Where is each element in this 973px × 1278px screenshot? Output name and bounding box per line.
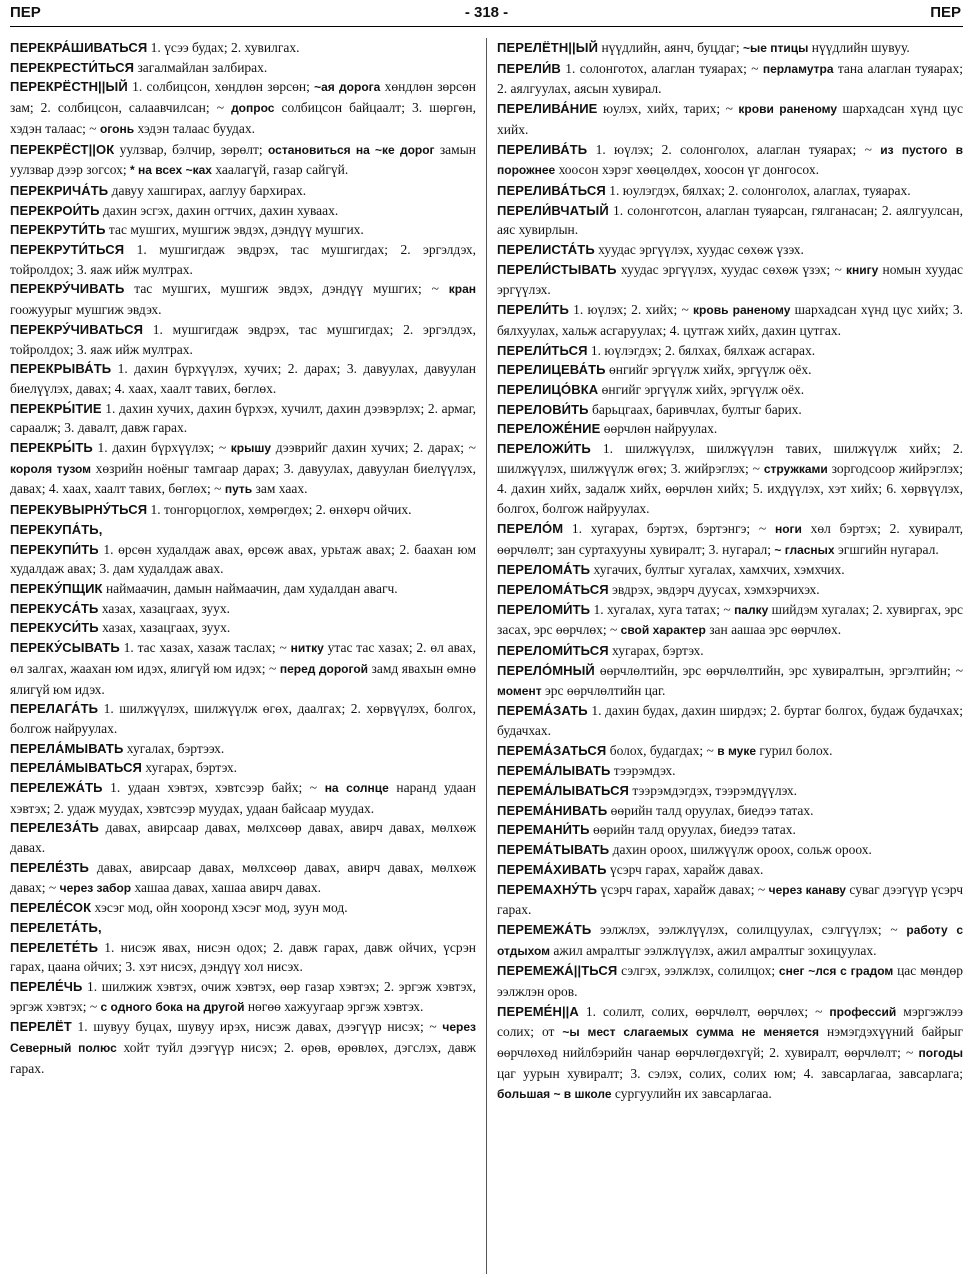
- translation-text: хоосон хэрэг хөөцөлдөх, хоосон үг донгосох.: [555, 162, 819, 178]
- dictionary-entry: [497, 781, 963, 801]
- example-phrase: крови раненому: [738, 102, 838, 117]
- dictionary-entry: [10, 699, 476, 738]
- translation-text: эгшгийн нугарал.: [834, 541, 939, 557]
- translation-text: хөзрийн ноёныг тамгаар дарах; 3. давуулах, давуулан биелүүлэх, давах; 4. хаах, хаалт тавих, бөглөх; ~: [10, 460, 476, 497]
- headword: ПЕРЕКУВЫРНУ́ТЬСЯ: [10, 502, 148, 518]
- headword: ПЕРЕМА́ЗАТЬСЯ: [497, 742, 607, 758]
- translation-text: 1. мушгигдаж эвдрэх, тас мушгигдах; 2. эргэлдэх, тойролдох; 3. яаж ийж мултрах.: [10, 242, 476, 277]
- dictionary-entry: [10, 438, 476, 500]
- translation-text: хазах, хазацгаах, зуух.: [98, 620, 231, 636]
- headword: ПЕРЕЛО́МНЫЙ: [497, 662, 595, 678]
- headword: ПЕРЕЛИЦО́ВКА: [497, 381, 599, 397]
- translation-text: тээрэмдэгдэх, тээрэмдүүлэх.: [629, 783, 797, 799]
- translation-text: мэргэжлээ солих; от: [497, 1003, 963, 1040]
- headword: ПЕРЕЛИ́ТЬ: [497, 302, 569, 318]
- headword: ПЕРЕМА́НИВАТЬ: [497, 802, 608, 818]
- headword: ПЕРЕЛОВИ́ТЬ: [497, 401, 589, 417]
- headword: ПЕРЕКУ́ПЩИК: [10, 580, 103, 596]
- dictionary-entry: [497, 961, 963, 1001]
- dictionary-entry: [10, 977, 476, 1017]
- headword: ПЕРЕЛЕЗА́ТЬ: [10, 820, 99, 836]
- translation-text: хөл бэртэх; 2. хувиралт, өөрчлөлт; зан суртахууны хувиралт; 3. нугарал;: [497, 520, 963, 557]
- dictionary-columns: [10, 38, 963, 1274]
- translation-text: өөрчлөлтийн, эрс өөрчлөлтийн, эрс хувиралтын, эргэлтийн; ~: [594, 662, 963, 678]
- example-phrase: допрос: [231, 101, 275, 116]
- dictionary-entry: [497, 840, 963, 860]
- headword: ПЕРЕКРИЧА́ТЬ: [10, 182, 109, 198]
- headword: ПЕРЕЛЁТН||ЫЙ: [497, 40, 599, 55]
- headword: ПЕРЕКРЁСТ||ОК: [10, 141, 115, 157]
- headword: ПЕРЕЛИСТА́ТЬ: [497, 242, 595, 258]
- example-phrase: стружками: [763, 461, 828, 476]
- headword: ПЕРЕЛАГА́ТЬ: [10, 701, 99, 717]
- dictionary-entry: [497, 519, 963, 560]
- example-phrase: перламутра: [762, 61, 834, 76]
- dictionary-entry: [10, 359, 476, 398]
- translation-text: шийдэм хугалах; 2. хувиргах, эрс засах, эрс өөрчлөх; ~: [497, 601, 963, 638]
- example-phrase: работу с отдыхом: [497, 922, 963, 958]
- translation-text: нүүдлийн шувуу.: [808, 40, 910, 55]
- headword: ПЕРЕКРЫ́ТЬ: [10, 440, 93, 456]
- headword: ПЕРЕКРЁСТН||ЫЙ: [10, 79, 128, 95]
- headword: ПЕРЕМАХНУ́ТЬ: [497, 881, 598, 897]
- example-phrase: кран: [448, 282, 476, 297]
- dictionary-entry: [497, 419, 963, 439]
- example-phrase: путь: [224, 482, 253, 497]
- headword: ПЕРЕЛИ́ТЬСЯ: [497, 342, 588, 358]
- headword: ПЕРЕЛОЖИ́ТЬ: [497, 441, 591, 457]
- translation-text: хаалагүй, газар сайгүй.: [211, 162, 349, 178]
- translation-text: зан аашаа эрс өөрчлөх.: [705, 622, 842, 638]
- translation-text: өөрчлөн найруулах.: [600, 421, 718, 437]
- translation-text: 1. дахин бүрхүүлэх; ~: [92, 440, 231, 456]
- example-phrase: короля тузом: [10, 461, 92, 476]
- dictionary-entry: [497, 181, 963, 201]
- dictionary-entry: [497, 741, 963, 762]
- headword: ПЕРЕЛОМА́ТЬСЯ: [497, 581, 609, 597]
- example-phrase: из пустого в порожнее: [497, 142, 963, 178]
- translation-text: тээрэмдэх.: [610, 763, 676, 779]
- dictionary-entry: [497, 1002, 963, 1105]
- example-phrase: ноги: [774, 521, 802, 536]
- example-phrase: кровь раненому: [693, 303, 791, 318]
- headword: ПЕРЕЛИ́В: [497, 60, 561, 76]
- dictionary-entry: [10, 898, 476, 918]
- translation-text: эрс өөрчлөлтийн цаг.: [541, 682, 666, 698]
- translation-text: болох, будагдах; ~: [606, 742, 718, 758]
- headword: ПЕРЕЛА́МЫВАТЬ: [10, 740, 124, 756]
- headword: ПЕРЕКУПА́ТЬ,: [10, 521, 103, 537]
- translation-text: хойт туйл дээгүүр нисэх; 2. өрөв, өрөвлөх, дэгслэх, давж гарах.: [10, 1040, 476, 1076]
- example-phrase: перед дорогой: [279, 661, 369, 676]
- headword: ПЕРЕМА́ЛЫВАТЬ: [497, 763, 611, 779]
- translation-text: тас мушгих, мушгиж эвдэх, дэндүү мушгих; ~: [124, 281, 449, 297]
- dictionary-entry: [497, 201, 963, 240]
- translation-text: 1. мушгигдаж эвдрэх, тас мушгигдах; 2. эргэлдэх, тойролдох; 3. яаж ийж мултрах.: [10, 321, 476, 357]
- translation-text: шархадсан хүнд цус хийх.: [497, 101, 963, 137]
- translation-text: 1. солбицсон, хөндлөн зөрсөн;: [127, 79, 315, 95]
- dictionary-entry: [10, 520, 476, 540]
- headword: ПЕРЕМА́ЗАТЬ: [497, 703, 588, 719]
- headword: ПЕРЕЛИВА́ТЬ: [497, 141, 588, 157]
- headword: ПЕРЕКУСА́ТЬ: [10, 600, 99, 616]
- headword: ПЕРЕКРУ́ЧИВАТЬ: [10, 281, 125, 297]
- dictionary-entry: [497, 240, 963, 260]
- example-phrase: через забор: [59, 880, 132, 895]
- translation-text: давах, авирсаар давах, мөлхсөөр давах, авирч давах, мөлхөж давах.: [10, 820, 476, 856]
- headword: ПЕРЕКРА́ШИВАТЬСЯ: [10, 40, 148, 55]
- translation-text: хугарах, бэртэх.: [142, 760, 237, 776]
- translation-text: 1. шилжүүлэх, шилжүүлж өгөх, даалгах; 2. хөрвүүлэх, болгох, болгож найруулах.: [10, 701, 476, 736]
- dictionary-entry: [10, 279, 476, 319]
- translation-text: 1. юүлэх; 2. солонголох, алаглан туяарах; ~: [587, 141, 881, 157]
- translation-text: хашаа давах, хашаа авирч давах.: [131, 879, 322, 895]
- headword: ПЕРЕКРУТИ́ТЬСЯ: [10, 242, 125, 258]
- translation-text: хугалах, бэртээх.: [123, 740, 225, 756]
- translation-text: тана алаглан туяарах; 2. аялгуулах, аясын хувирал.: [497, 60, 963, 97]
- headword: ПЕРЕЛЕ́ЧЬ: [10, 979, 83, 995]
- dictionary-entry: [10, 599, 476, 619]
- translation-text: хэдэн талаас буудах.: [134, 120, 255, 136]
- headword: ПЕРЕЛИЦЕВА́ТЬ: [497, 362, 606, 378]
- translation-text: 1. солонготох, алаглан туяарах; ~: [560, 60, 763, 76]
- example-phrase: ~ гласных: [774, 542, 835, 557]
- translation-text: 1. хугалах, хуга татах; ~: [590, 601, 735, 617]
- dictionary-entry: [497, 580, 963, 600]
- example-phrase: большая ~ в школе: [497, 1086, 612, 1101]
- translation-text: 1. юүлэгдэх; 2. бялхах, бялхаж асгарах.: [587, 342, 816, 358]
- dictionary-entry: [497, 99, 963, 139]
- headword: ПЕРЕЛЕ́СОК: [10, 900, 92, 916]
- example-phrase: ~ая дорога: [314, 80, 381, 95]
- translation-text: давах, авирсаар давах, мөлхсөөр давах, авирч давах, мөлхөж давах; ~: [10, 859, 476, 895]
- example-phrase: через канаву: [768, 882, 846, 897]
- dictionary-entry: [10, 540, 476, 579]
- example-phrase: погоды: [918, 1046, 963, 1061]
- translation-text: хөндлөн зөрсөн зам; 2. солбицсон, салаавчилсан; ~: [10, 79, 476, 116]
- translation-text: уулзвар, бэлчир, зөрөлт;: [114, 141, 268, 157]
- dictionary-entry: [497, 801, 963, 821]
- example-phrase: * на всех ~ках: [130, 163, 212, 178]
- translation-text: барьцгаах, баривчлах, бултыг барих.: [588, 401, 802, 417]
- translation-text: хуудас эргүүлэх, хуудас сөхөж үзэх.: [594, 242, 804, 258]
- translation-text: өнгийг эргүүлж хийх, эргүүлж оёх.: [598, 381, 805, 397]
- headword: ПЕРЕЛОМИ́ТЬ: [497, 601, 591, 617]
- dictionary-entry: [497, 439, 963, 519]
- translation-text: цас мөндөр ээлжлэн оров.: [497, 963, 963, 1000]
- dictionary-entry: [497, 701, 963, 740]
- translation-text: замд явахын өмнө ялигүй юм идэх.: [10, 660, 476, 697]
- dictionary-entry: [10, 201, 476, 221]
- dictionary-entry: [497, 300, 963, 340]
- dictionary-entry: [10, 220, 476, 240]
- dictionary-entry: [10, 38, 476, 58]
- translation-text: суваг дээгүүр үсэрч гарах.: [497, 881, 963, 918]
- translation-text: гурил болох.: [756, 742, 833, 758]
- example-phrase: с одного бока на другой: [100, 999, 245, 1014]
- translation-text: шархадсан хүнд цус хийх; 3. бялхуулах, хальж асгаруулах; 4. цутгаж хийх, дахин цутгах.: [497, 302, 963, 338]
- dictionary-entry: [497, 380, 963, 400]
- translation-text: ээлжлэх, ээлжлүүлэх, солилцуулах, сэлгүүлэх; ~: [591, 921, 907, 937]
- headword: ПЕРЕЛЕЖА́ТЬ: [10, 780, 103, 796]
- translation-text: нөгөө хажуугаар эргэж хэвтэх.: [244, 998, 424, 1014]
- dictionary-entry: [10, 778, 476, 818]
- translation-text: өөрийн талд оруулах, биедээ татах.: [589, 822, 796, 838]
- dictionary-entry: [497, 761, 963, 781]
- translation-text: дээврийг дахин хучих; 2. дарах; ~: [271, 440, 476, 456]
- dictionary-entry: [10, 399, 476, 438]
- headword: ПЕРЕКУСИ́ТЬ: [10, 620, 99, 636]
- example-phrase: книгу: [845, 262, 879, 277]
- headword: ПЕРЕКУ́СЫВАТЬ: [10, 640, 120, 656]
- headword: ПЕРЕМЕ́Н||А: [497, 1003, 579, 1019]
- headword: ПЕРЕЛА́МЫВАТЬСЯ: [10, 760, 142, 776]
- dictionary-entry: [497, 260, 963, 300]
- translation-text: нүүдлийн, аянч, буцдаг;: [598, 40, 744, 55]
- example-phrase: в муке: [717, 743, 757, 758]
- headword: ПЕРЕКУПИ́ТЬ: [10, 541, 99, 557]
- dictionary-entry: [10, 77, 476, 139]
- dictionary-entry: [10, 140, 476, 181]
- translation-text: өөрийн талд оруулах, биедээ татах.: [607, 802, 814, 818]
- dictionary-entry: [497, 59, 963, 99]
- translation-text: наймаачин, дамын наймаачин, дам худалдан авагч.: [102, 580, 398, 596]
- translation-text: 1. шилжүүлэх, шилжүүлэн тавих, шилжүүлж хийх; 2. шилжүүлэх, шилжүүлж өгөх; 3. жийрэглэх; ~: [497, 441, 963, 476]
- page-header: [10, 2, 963, 27]
- translation-text: 1. удаан хэвтэх, хэвтсээр байх; ~: [102, 780, 325, 796]
- translation-text: өнгийг эргүүлж хийх, эргүүлж оёх.: [605, 362, 812, 378]
- translation-text: зам хаах.: [252, 481, 308, 497]
- translation-text: сэлгэх, ээлжлэх, солилцох;: [617, 963, 779, 979]
- headword: ПЕРЕЛИВА́НИЕ: [497, 101, 598, 117]
- headword: ПЕРЕЛЕТА́ТЬ,: [10, 919, 102, 935]
- dictionary-entry: [10, 618, 476, 638]
- translation-text: хазах, хазацгаах, зуух.: [98, 600, 231, 616]
- dictionary-entry: [10, 858, 476, 898]
- dictionary-entry: [10, 181, 476, 201]
- example-phrase: остановиться на ~ке дорог: [267, 142, 435, 157]
- headword: ПЕРЕКРЫВА́ТЬ: [10, 361, 112, 377]
- headword: ПЕРЕМАНИ́ТЬ: [497, 822, 590, 838]
- translation-text: 1. тонгорцоглох, хөмрөгдөх; 2. өнхөрч ойчих.: [147, 502, 412, 518]
- translation-text: 1. үсээ будах; 2. хувилгах.: [147, 40, 300, 55]
- translation-text: солбицсон байцаалт; 3. шөргөн, хэдэн талаас; ~: [10, 100, 476, 136]
- translation-text: 1. юүлэх; 2. хийх; ~: [568, 302, 694, 318]
- headword: ПЕРЕМА́ХИВАТЬ: [497, 861, 607, 877]
- dictionary-entry: [497, 641, 963, 661]
- dictionary-entry: [10, 240, 476, 279]
- headword: ПЕРЕКРУТИ́ТЬ: [10, 222, 106, 238]
- translation-text: 1. юулэгдэх, бялхах; 2. солонголох, алаглах, туяарах.: [605, 182, 911, 198]
- dictionary-entry: [10, 758, 476, 778]
- example-phrase: ~ые птицы: [743, 41, 809, 55]
- translation-text: 1. дахин хучих, дахин бүрхэх, хучилт, дахин дээвэрлэх; 2. армаг, сараалж; 3. давалт, давж гарах.: [10, 400, 476, 436]
- dictionary-entry: [10, 579, 476, 599]
- headword: ПЕРЕЛИ́ВЧАТЫЙ: [497, 202, 609, 218]
- dictionary-entry: [10, 938, 476, 977]
- headword: ПЕРЕМЕЖА́||ТЬСЯ: [497, 963, 618, 979]
- headword: ПЕРЕКРОИ́ТЬ: [10, 202, 100, 218]
- translation-text: наранд удаан хэвтэх; 2. удаж муудах, хэвтсээр муудах, удаан байсаар муудах.: [10, 780, 476, 816]
- example-phrase: крышу: [230, 441, 272, 456]
- translation-text: 1. дахин бүрхүүлэх, хучих; 2. дарах; 3. давуулах, давуулан биелүүлэх, давах; 4. хаах, хаалт тавих, бөглөх.: [10, 361, 476, 396]
- translation-text: зоргодсоор жийрэглэх; 4. дахин хийх, задалж хийх, өөрчлөн хийх; 5. ихдүүлэх, хэт хийх; 6. хөрвүүлэх, болгох, болгож найруулах.: [497, 460, 963, 517]
- translation-text: замын уулзвар дээр зогсох;: [10, 141, 476, 178]
- example-phrase: снег ~лся с градом: [778, 964, 894, 979]
- dictionary-entry: [497, 38, 963, 59]
- translation-text: 1. өрсөн худалдаж авах, өрсөж авах, урьтаж авах; 2. баахан юм худалдаж авах; 3. дам худалдаж авах.: [10, 541, 476, 577]
- headword: ПЕРЕЛИВА́ТЬСЯ: [497, 182, 606, 198]
- dictionary-entry: [10, 1017, 476, 1078]
- header-left-guide-word: ПЕР: [10, 4, 41, 21]
- translation-text: 1. солонготсон, алаглан туяарсан, гялганасан; 2. аялгуулсан, аяс хувирлын.: [497, 202, 963, 238]
- dictionary-entry: [10, 320, 476, 359]
- headword: ПЕРЕКРЫ́ТИЕ: [10, 400, 102, 416]
- headword: ПЕРЕЛО́М: [497, 520, 564, 536]
- translation-text: дахин ороох, шилжүүлж ороох, сольж ороох.: [609, 842, 872, 858]
- translation-text: нэмэгдэхүүний байрыг өөрчлөхөд нийлбэрийн чанар өөрчлөгдөхгүй; 2. хувиралт, өөрчлөлт; ~: [497, 1024, 963, 1061]
- translation-text: тас мушгих, мушгиж эвдэх, дэндүү мушгих.: [105, 222, 364, 238]
- translation-text: номын хуудас эргүүлэх.: [497, 261, 963, 298]
- dictionary-entry: [10, 739, 476, 759]
- translation-text: давуу хашгирах, ааглуу бархирах.: [108, 182, 307, 198]
- header-right-guide-word: ПЕР: [930, 4, 961, 21]
- translation-text: загалмайлан залбирах.: [134, 59, 268, 75]
- dictionary-entry: [497, 661, 963, 701]
- translation-text: сургуулийн их завсарлагаа.: [611, 1085, 772, 1101]
- example-phrase: палку: [734, 602, 769, 617]
- translation-text: 1. шилжиж хэвтэх, очиж хэвтэх, өөр газар хэвтэх; 2. эргэж хэвтэх, эргэж хэвтэх; ~: [10, 979, 476, 1014]
- headword: ПЕРЕКРЕСТИ́ТЬСЯ: [10, 59, 135, 75]
- example-phrase: момент: [497, 683, 542, 698]
- dictionary-entry: [497, 560, 963, 580]
- example-phrase: свой характер: [620, 623, 706, 638]
- headword: ПЕРЕМА́ЛЫВАТЬСЯ: [497, 783, 629, 799]
- translation-text: цаг уурын хувиралт; 3. сэлэх, солих, солих юм; 4. завсарлагаа, завсарлага;: [497, 1065, 963, 1081]
- dictionary-entry: [497, 880, 963, 920]
- dictionary-entry: [10, 918, 476, 938]
- translation-text: утас тас хазах; 2. өл авах, өл залгах, жаахан юм идэх, ялигүй юм идэх; ~: [10, 640, 476, 676]
- headword: ПЕРЕЛОЖЕ́НИЕ: [497, 421, 601, 437]
- headword: ПЕРЕЛЕТЕ́ТЬ: [10, 939, 99, 955]
- dictionary-entry: [497, 341, 963, 361]
- right-column: [497, 38, 963, 1274]
- translation-text: хэсэг мод, ойн хооронд хэсэг мод, зуун мод.: [91, 900, 348, 916]
- translation-text: 1. нисэж явах, нисэн одох; 2. давж гарах, давж ойчих, үсрэн гарах, цаана ойчих; 3. хэт нисэх, дэндүү хол нисэх.: [10, 939, 476, 975]
- dictionary-entry: [497, 360, 963, 380]
- translation-text: гоожуурыг мушгиж эвдэх.: [10, 302, 162, 318]
- dictionary-entry: [10, 818, 476, 857]
- headword: ПЕРЕЛЕ́ЗТЬ: [10, 859, 89, 875]
- headword: ПЕРЕЛОМИ́ТЬСЯ: [497, 643, 609, 659]
- dictionary-entry: [10, 500, 476, 520]
- left-column: [10, 38, 476, 1274]
- column-divider: [486, 38, 487, 1274]
- example-phrase: на солнце: [324, 781, 389, 796]
- translation-text: 1. дахин будах, дахин ширдэх; 2. буртаг болгох, будаж будачхах; будачхах.: [497, 703, 963, 738]
- translation-text: хугачих, бултыг хугалах, хамхчих, хэмхчих.: [590, 562, 845, 578]
- dictionary-entry: [497, 860, 963, 880]
- example-phrase: ~ы мест слагаемых сумма не меняется: [562, 1025, 820, 1040]
- headword: ПЕРЕЛОМА́ТЬ: [497, 562, 591, 578]
- example-phrase: нитку: [290, 641, 324, 656]
- translation-text: юулэх, хийх, тарих; ~: [597, 101, 739, 117]
- translation-text: үсэрч гарах, харайж давах.: [606, 861, 764, 877]
- translation-text: 1. солилт, солих, өөрчлөлт, өөрчлөх; ~: [578, 1003, 830, 1019]
- translation-text: үсэрч гарах, харайж давах; ~: [597, 881, 769, 897]
- example-phrase: огонь: [99, 121, 135, 136]
- translation-text: хугарах, бэртэх.: [608, 643, 704, 659]
- headword: ПЕРЕМЕЖА́ТЬ: [497, 921, 592, 937]
- page-number: - 318 -: [464, 4, 509, 21]
- dictionary-entry: [497, 820, 963, 840]
- example-phrase: профессий: [829, 1004, 897, 1019]
- translation-text: 1. тас хазах, хазаж таслах; ~: [119, 640, 291, 656]
- translation-text: 1. хугарах, бэртэх, бэртэнгэ; ~: [563, 520, 775, 536]
- headword: ПЕРЕЛЁТ: [10, 1019, 72, 1035]
- translation-text: ажил амралтыг ээлжлүүлэх, ажил амралтыг зохицуулах.: [550, 942, 877, 958]
- dictionary-entry: [497, 920, 963, 961]
- translation-text: хуудас эргүүлэх, хуудас сөхөж үзэх; ~: [616, 261, 846, 277]
- headword: ПЕРЕКРУ́ЧИВАТЬСЯ: [10, 321, 144, 337]
- dictionary-entry: [10, 58, 476, 78]
- example-phrase: через Северный полюс: [10, 1020, 476, 1056]
- translation-text: 1. шувуу буцах, шувуу ирэх, нисэж давах, дээгүүр нисэх; ~: [71, 1019, 443, 1035]
- dictionary-entry: [497, 400, 963, 420]
- dictionary-entry: [10, 638, 476, 699]
- translation-text: дахин эсгэх, дахин огтчих, дахин хуваах.: [99, 202, 339, 218]
- dictionary-entry: [497, 140, 963, 181]
- dictionary-entry: [497, 600, 963, 641]
- headword: ПЕРЕМА́ТЫВАТЬ: [497, 842, 610, 858]
- translation-text: эвдрэх, эвдэрч дуусах, хэмхэрчихэх.: [608, 581, 820, 597]
- headword: ПЕРЕЛИ́СТЫВАТЬ: [497, 261, 617, 277]
